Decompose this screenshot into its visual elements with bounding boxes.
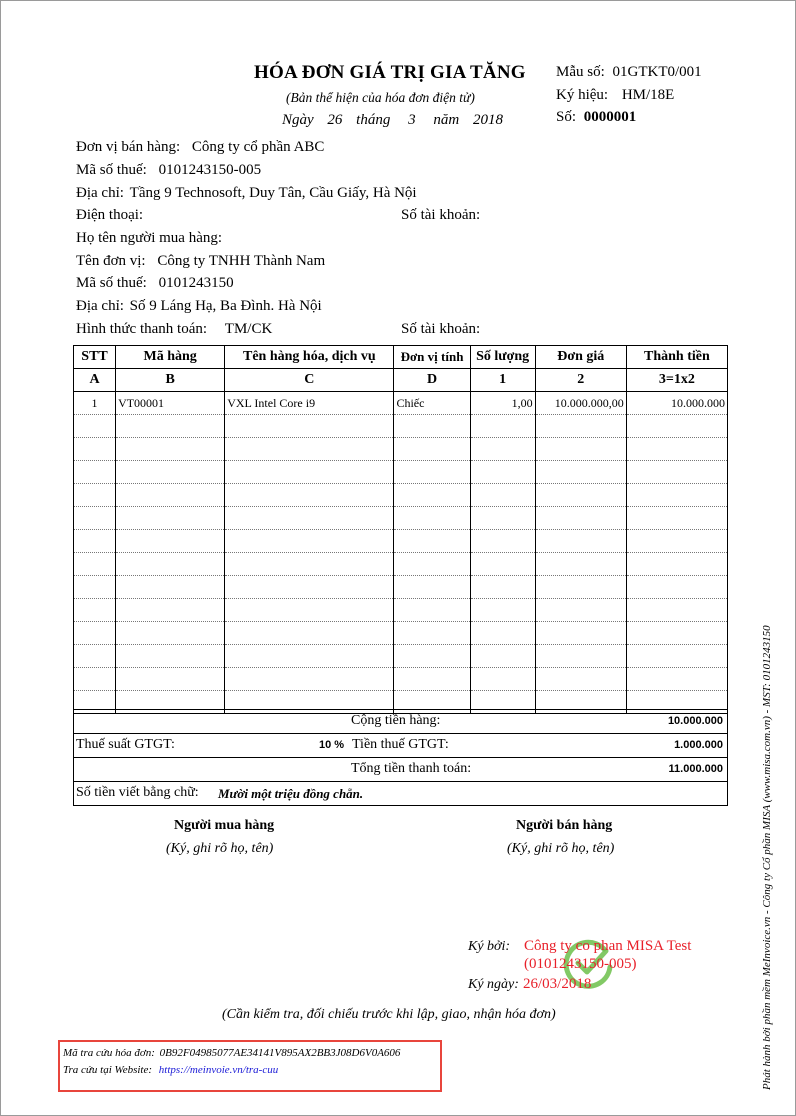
invoice-date: [282, 112, 503, 129]
buyer-address-row: [76, 298, 322, 315]
table-cell-empty: [225, 668, 394, 691]
table-cell-empty: [225, 645, 394, 668]
code-row: [74, 369, 728, 392]
table-cell-empty: [535, 668, 626, 691]
table-cell-empty: [394, 415, 470, 438]
vat-value: 1.000.000: [674, 739, 723, 751]
table-cell-empty: [626, 553, 727, 576]
symbol-value: HM/18E: [621, 87, 675, 103]
table-cell-empty: [626, 461, 727, 484]
table-cell-empty: [116, 553, 225, 576]
lookup-code: 0B92F04985077AE34141V895AX2BB3J08D6V0A606: [159, 1047, 401, 1059]
seller-name-label: Đơn vị bán hàng:: [76, 139, 181, 155]
table-cell-empty: [626, 484, 727, 507]
table-row-empty: [74, 438, 728, 461]
table-cell-empty: [535, 415, 626, 438]
form-label: Mẫu số:: [556, 64, 605, 80]
lookup-website-label: Tra cứu tại Website:: [63, 1064, 153, 1076]
table-cell-empty: [116, 668, 225, 691]
table-cell-empty: [116, 622, 225, 645]
buyer-tax: 0101243150: [158, 275, 234, 291]
table-row: [74, 392, 728, 415]
row-code: VT00001: [116, 392, 225, 415]
col-price: Đơn giá: [535, 346, 626, 369]
table-cell-empty: [535, 484, 626, 507]
table-cell-empty: [116, 576, 225, 599]
table-cell-empty: [74, 668, 116, 691]
form-number: [556, 64, 702, 81]
table-cell-empty: [74, 461, 116, 484]
subtotal-value: 10.000.000: [667, 715, 723, 727]
buyer-tax-row: [76, 275, 234, 292]
date-year: 2018: [472, 112, 503, 128]
table-cell-empty: [225, 576, 394, 599]
table-cell-empty: [394, 530, 470, 553]
signed-date: 26/03/2018: [523, 976, 592, 992]
vat-label: Tiền thuế GTGT:: [352, 737, 449, 752]
items-table: [73, 345, 728, 714]
vat-row: [74, 733, 727, 757]
buyer-address: Số 9 Láng Hạ, Ba Đình. Hà Nội: [129, 298, 322, 314]
table-row-empty: [74, 622, 728, 645]
subtotal-label: Cộng tiền hàng:: [351, 713, 441, 728]
table-cell-empty: [394, 599, 470, 622]
table-cell-empty: [74, 622, 116, 645]
table-cell-empty: [74, 530, 116, 553]
seller-sign-hint: (Ký, ghi rõ họ, tên): [507, 841, 615, 856]
table-cell-empty: [116, 599, 225, 622]
col-amount: Thành tiền: [626, 346, 727, 369]
table-cell-empty: [535, 461, 626, 484]
form-value: 01GTKT0/001: [612, 64, 702, 80]
table-cell-empty: [74, 415, 116, 438]
buyer-person-label: Họ tên người mua hàng:: [76, 230, 223, 246]
signed-date-label: Ký ngày:: [468, 977, 519, 992]
table-cell-empty: [470, 484, 535, 507]
table-cell-empty: [535, 576, 626, 599]
table-cell-empty: [626, 530, 727, 553]
table-cell-empty: [74, 484, 116, 507]
number-value: 0000001: [583, 109, 637, 125]
lookup-website-link[interactable]: https://meinvoie.vn/tra-cuu: [158, 1064, 279, 1076]
check-note: (Cần kiểm tra, đối chiếu trước khi lập, giao, nhận hóa đơn): [222, 1007, 556, 1022]
table-cell-empty: [116, 507, 225, 530]
table-cell-empty: [470, 576, 535, 599]
table-cell-empty: [116, 438, 225, 461]
table-cell-empty: [626, 438, 727, 461]
lookup-code-label: Mã tra cứu hóa đơn:: [63, 1047, 155, 1059]
code-3: 3=1x2: [626, 369, 727, 392]
lookup-code-row: [63, 1047, 400, 1059]
invoice-symbol: [556, 87, 674, 104]
table-cell-empty: [626, 576, 727, 599]
lookup-box: [58, 1040, 442, 1092]
total-value: 11.000.000: [668, 763, 723, 775]
signed-by-tax: (0101243150-005): [524, 956, 637, 972]
vat-rate: 10 %: [319, 739, 345, 751]
buyer-account-label: Số tài khoản:: [401, 321, 481, 337]
col-stt: STT: [74, 346, 116, 369]
table-cell-empty: [394, 622, 470, 645]
col-code: Mã hàng: [116, 346, 225, 369]
table-row-empty: [74, 507, 728, 530]
lookup-website-row: [63, 1064, 278, 1076]
table-cell-empty: [394, 461, 470, 484]
seller-sign-title: Người bán hàng: [516, 818, 613, 833]
table-cell-empty: [225, 530, 394, 553]
code-d: D: [394, 369, 470, 392]
code-a: A: [74, 369, 116, 392]
vertical-publisher-note: Phát hành bởi phần mềm MeInvoice.vn - Công ty Cổ phần MISA (www.misa.com.vn) - MST: 0101243150: [761, 625, 773, 1090]
date-day-label: Ngày: [282, 112, 314, 128]
subtotal-row: [74, 710, 727, 733]
table-cell-empty: [626, 622, 727, 645]
payment-row: [76, 321, 272, 338]
seller-address-row: [76, 185, 417, 202]
row-stt: 1: [74, 392, 116, 415]
buyer-unit: Công ty TNHH Thành Nam: [157, 253, 326, 269]
table-row-empty: [74, 461, 728, 484]
table-cell-empty: [470, 599, 535, 622]
table-cell-empty: [74, 645, 116, 668]
table-cell-empty: [535, 622, 626, 645]
table-cell-empty: [626, 645, 727, 668]
table-cell-empty: [626, 507, 727, 530]
buyer-unit-row: [76, 253, 325, 270]
table-cell-empty: [394, 484, 470, 507]
table-cell-empty: [394, 668, 470, 691]
seller-name: Công ty cổ phần ABC: [191, 139, 325, 155]
invoice-subtitle: (Bản thể hiện của hóa đơn điện tử): [286, 90, 475, 105]
table-cell-empty: [470, 461, 535, 484]
table-cell-empty: [74, 599, 116, 622]
table-cell-empty: [470, 622, 535, 645]
table-row-empty: [74, 415, 728, 438]
date-year-label: năm: [433, 112, 460, 128]
table-cell-empty: [394, 576, 470, 599]
code-c: C: [225, 369, 394, 392]
row-amount: 10.000.000: [626, 392, 727, 415]
number-label: Số:: [556, 109, 577, 125]
seller-name-row: [76, 139, 324, 156]
seller-tax: 0101243150-005: [158, 162, 262, 178]
table-row-empty: [74, 553, 728, 576]
table-cell-empty: [470, 415, 535, 438]
table-row-empty: [74, 530, 728, 553]
table-cell-empty: [116, 645, 225, 668]
payment-label: Hình thức thanh toán:: [76, 321, 208, 337]
table-cell-empty: [535, 553, 626, 576]
row-unit: Chiếc: [394, 392, 470, 415]
buyer-tax-label: Mã số thuế:: [76, 275, 147, 291]
date-month: 3: [408, 112, 416, 128]
table-cell-empty: [535, 530, 626, 553]
table-cell-empty: [116, 530, 225, 553]
seller-phone-label: Điện thoại:: [76, 207, 144, 223]
seller-address-label: Địa chỉ:: [76, 185, 124, 201]
row-qty: 1,00: [470, 392, 535, 415]
date-month-label: tháng: [356, 112, 391, 128]
words-row: [74, 781, 727, 805]
col-unit: Đơn vị tính: [394, 346, 470, 369]
table-cell-empty: [116, 461, 225, 484]
table-cell-empty: [225, 507, 394, 530]
invoice-title: HÓA ĐƠN GIÁ TRỊ GIA TĂNG: [254, 62, 526, 83]
table-cell-empty: [74, 553, 116, 576]
table-cell-empty: [394, 438, 470, 461]
code-1: 1: [470, 369, 535, 392]
table-cell-empty: [225, 622, 394, 645]
total-row: [74, 757, 727, 781]
table-cell-empty: [394, 553, 470, 576]
table-cell-empty: [225, 599, 394, 622]
table-row-empty: [74, 645, 728, 668]
table-cell-empty: [394, 507, 470, 530]
table-cell-empty: [225, 484, 394, 507]
seller-account-label: Số tài khoản:: [401, 207, 481, 223]
code-b: B: [116, 369, 225, 392]
table-cell-empty: [470, 530, 535, 553]
col-qty: Số lượng: [470, 346, 535, 369]
table-cell-empty: [470, 668, 535, 691]
table-cell-empty: [116, 484, 225, 507]
table-cell-empty: [470, 438, 535, 461]
table-cell-empty: [225, 553, 394, 576]
seller-tax-row: [76, 162, 261, 179]
table-row-empty: [74, 599, 728, 622]
table-cell-empty: [470, 645, 535, 668]
table-cell-empty: [394, 645, 470, 668]
table-cell-empty: [225, 438, 394, 461]
table-cell-empty: [535, 438, 626, 461]
total-label: Tổng tiền thanh toán:: [351, 761, 472, 776]
seller-tax-label: Mã số thuế:: [76, 162, 147, 178]
table-cell-empty: [470, 553, 535, 576]
table-cell-empty: [225, 461, 394, 484]
buyer-unit-label: Tên đơn vị:: [76, 253, 146, 269]
words-value: Mười một triệu đồng chẵn.: [218, 786, 364, 801]
table-cell-empty: [74, 507, 116, 530]
col-name: Tên hàng hóa, dịch vụ: [225, 346, 394, 369]
table-row-empty: [74, 576, 728, 599]
buyer-sign-hint: (Ký, ghi rõ họ, tên): [166, 841, 274, 856]
table-cell-empty: [535, 599, 626, 622]
vat-rate-label: Thuế suất GTGT:: [76, 737, 175, 752]
table-cell-empty: [535, 507, 626, 530]
seller-address: Tầng 9 Technosoft, Duy Tân, Cầu Giấy, Hà Nội: [129, 185, 417, 201]
symbol-label: Ký hiệu:: [556, 87, 609, 103]
totals-box: [73, 709, 728, 806]
table-cell-empty: [626, 415, 727, 438]
table-cell-empty: [225, 415, 394, 438]
table-cell-empty: [116, 415, 225, 438]
payment-method: TM/CK: [224, 321, 273, 337]
table-cell-empty: [626, 668, 727, 691]
row-price: 10.000.000,00: [535, 392, 626, 415]
table-cell-empty: [74, 438, 116, 461]
buyer-sign-title: Người mua hàng: [174, 818, 275, 833]
code-2: 2: [535, 369, 626, 392]
signed-by-label: Ký bởi:: [468, 939, 511, 954]
table-cell-empty: [74, 576, 116, 599]
header-row: [74, 346, 728, 369]
words-label: Số tiền viết bằng chữ:: [76, 785, 199, 800]
signed-by: Công ty co phan MISA Test: [524, 938, 692, 954]
table-row-empty: [74, 668, 728, 691]
table-cell-empty: [470, 507, 535, 530]
table-row-empty: [74, 484, 728, 507]
date-day: 26: [327, 112, 343, 128]
buyer-address-label: Địa chỉ:: [76, 298, 124, 314]
invoice-number: [556, 109, 636, 126]
table-cell-empty: [626, 599, 727, 622]
table-cell-empty: [535, 645, 626, 668]
row-name: VXL Intel Core i9: [225, 392, 394, 415]
